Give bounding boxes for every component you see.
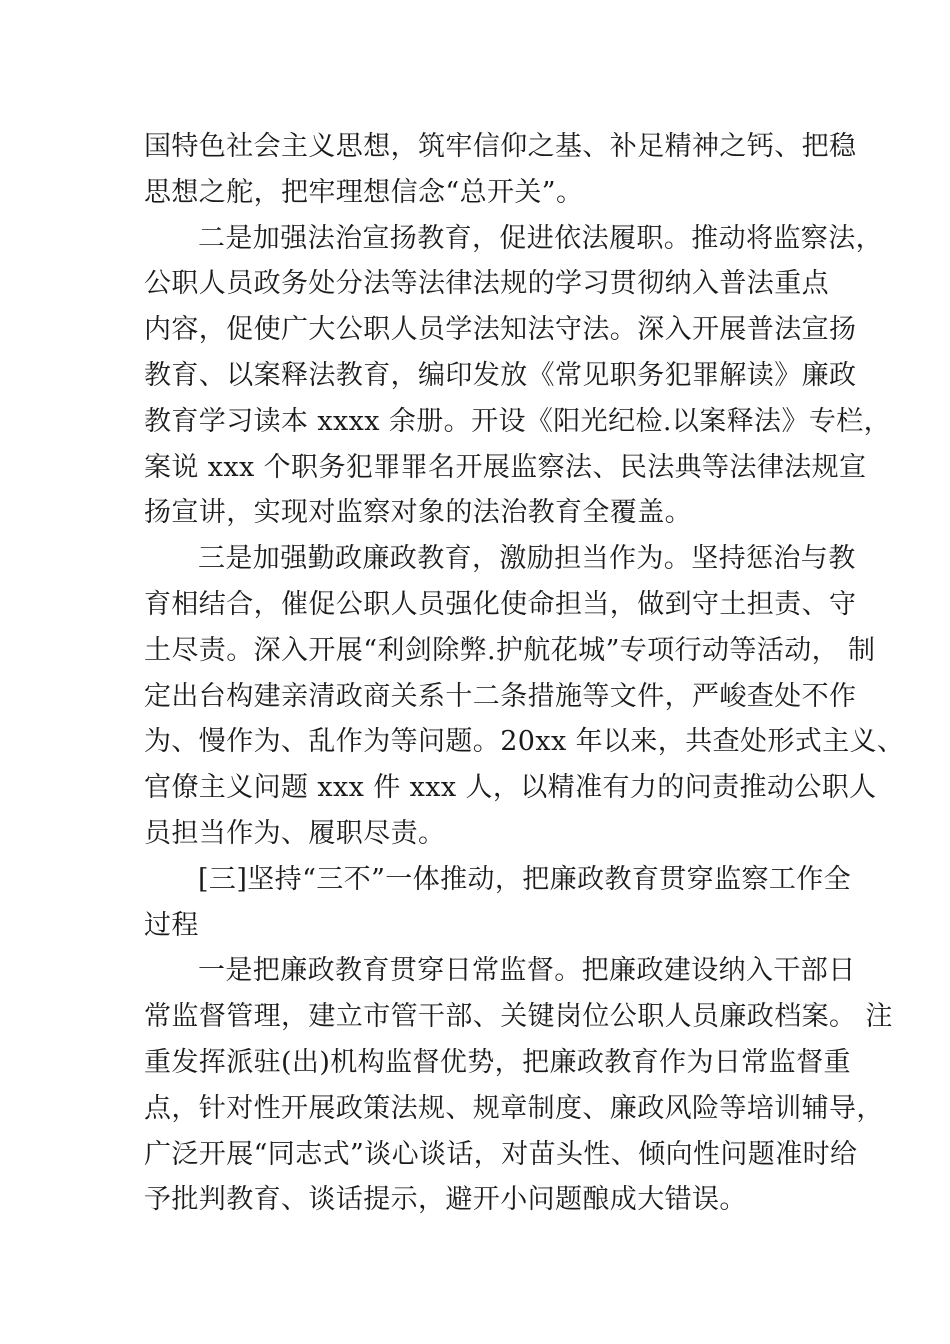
- section-heading-continuation: 过程: [144, 909, 199, 941]
- text-line: 点，针对性开展政策法规、规章制度、廉政风险等培训辅导，: [144, 1092, 884, 1124]
- text-line: 教育、以案释法教育，编印发放《常见职务犯罪解读》廉政: [144, 359, 857, 391]
- text-line: 予批判教育、谈话提示，避开小问题酿成大错误。: [144, 1184, 747, 1216]
- text-line: 思想之舵，把牢理想信念“总开关”。: [144, 176, 584, 208]
- text-line: 土尽责。深入开展“利剑除弊.护航花城”专项行动等活动， 制: [144, 634, 876, 666]
- paragraph-first-line: 一是把廉政教育贯穿日常监督。把廉政建设纳入干部日: [198, 955, 856, 987]
- text-line: 育相结合，催促公职人员强化使命担当，做到守土担责、守: [144, 588, 857, 620]
- text-line: 为、慢作为、乱作为等问题。20xx 年以来，共查处形式主义、: [144, 726, 905, 758]
- text-line: 定出台构建亲清政商关系十二条措施等文件，严峻查处不作: [144, 680, 857, 712]
- text-line: 常监督管理，建立市管干部、关键岗位公职人员廉政档案。 注: [144, 1001, 893, 1033]
- text-line: 员担当作为、履职尽责。: [144, 817, 446, 849]
- text-line: 内容，促使广大公职人员学法知法守法。深入开展普法宣扬: [144, 314, 857, 346]
- text-line: 案说 xxx 个职务犯罪罪名开展监察法、民法典等法律法规宣: [144, 451, 867, 483]
- section-heading: [三]坚持“三不”一体推动，把廉政教育贯穿监察工作全: [198, 863, 852, 895]
- text-line: 公职人员政务处分法等法律法规的学习贯彻纳入普法重点: [144, 268, 829, 300]
- document-body: [144, 124, 905, 1223]
- paragraph-first-line: 三是加强勤政廉政教育，激励担当作为。坚持惩治与教: [198, 543, 856, 575]
- text-line: 广泛开展“同志式”谈心谈话，对苗头性、倾向性问题准时给: [144, 1138, 858, 1170]
- text-line: 扬宣讲，实现对监察对象的法治教育全覆盖。: [144, 497, 692, 529]
- text-line: 官僚主义问题 xxx 件 xxx 人，以精准有力的问责推动公职人: [144, 772, 877, 804]
- text-line: 重发挥派驻(出)机构监督优势，把廉政教育作为日常监督重: [144, 1046, 851, 1078]
- text-line: 教育学习读本 xxxx 余册。开设《阳光纪检.以案释法》专栏，: [144, 405, 892, 437]
- paragraph-first-line: 二是加强法治宣扬教育，促进依法履职。推动将监察法，: [198, 222, 883, 254]
- text-line: 国特色社会主义思想，筑牢信仰之基、补足精神之钙、把稳: [144, 131, 857, 162]
